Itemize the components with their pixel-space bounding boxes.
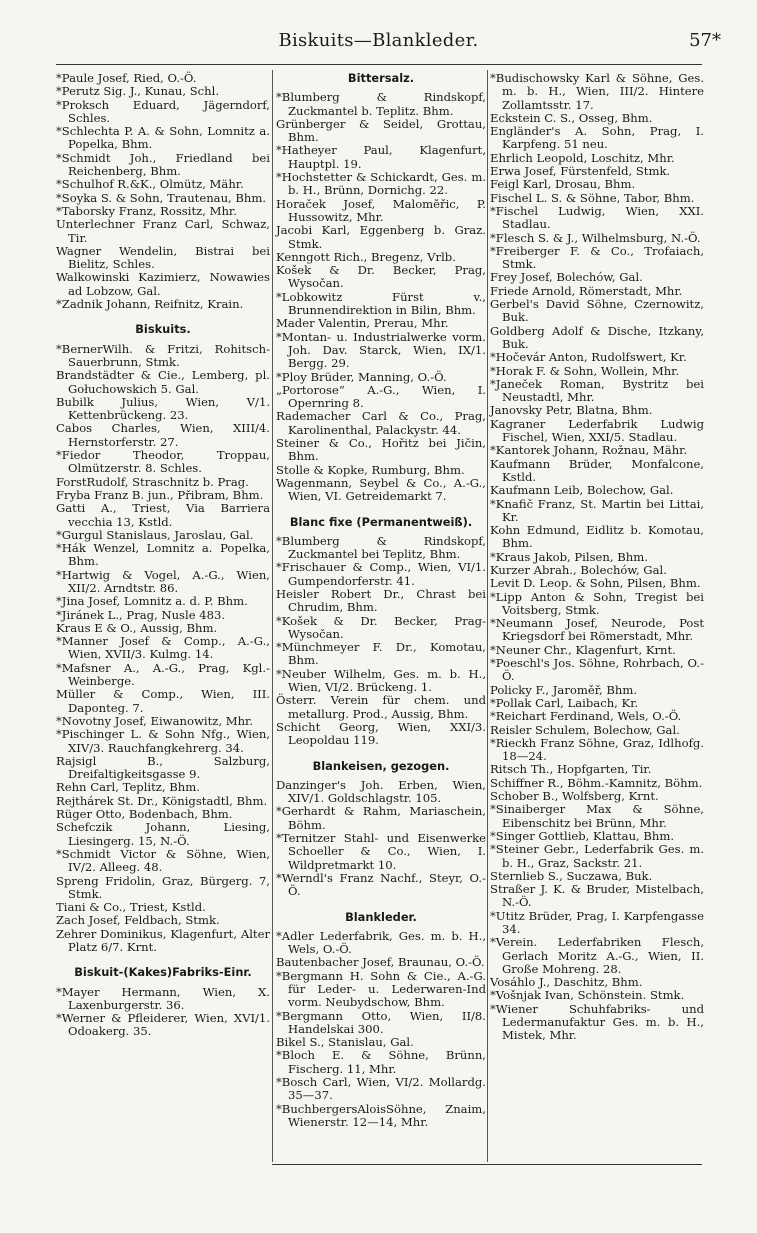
directory-entry: Kohn Edmund, Eidlitz b. Komotau, Bhm. — [490, 523, 704, 551]
directory-entry: *Montan- u. Industrialwerke vorm. Joh. Dav. Starck, Wien, IX/1. Bergg. 29. — [276, 329, 486, 371]
directory-entry: *Novotny Josef, Eiwanowitz, Mhr. — [56, 713, 254, 728]
directory-entry: Spreng Fridolin, Graz, Bürgerg. 7, Stmk. — [56, 873, 270, 901]
directory-entry: *Frischauer & Comp., Wien, VI/1. Gumpendorferstr. 41. — [276, 560, 486, 588]
directory-entry: Levit D. Leop. & Sohn, Pilsen, Bhm. — [490, 576, 701, 591]
directory-entry: Schicht Georg, Wien, XXI/3. Leopoldau 119. — [276, 719, 486, 748]
directory-entry: Rejthárek St. Dr., Königstadtl, Bhm. — [56, 793, 268, 808]
directory-entry: *Sinaiberger Max & Söhne, Eibenschitz bei Brünn, Mhr. — [490, 802, 704, 830]
directory-entry: *Hatheyer Paul, Klagenfurt, Hauptpl. 19. — [276, 143, 486, 171]
column-1 — [56, 72, 270, 1039]
directory-entry: *Münchmeyer F. Dr., Komotau, Bhm. — [276, 640, 486, 668]
directory-entry: *Fiedor Theodor, Troppau, Olmützerstr. 8. Schles. — [56, 448, 270, 476]
directory-entry: *Ternitzer Stahl- und Eisenwerke Schoeller & Co., Wien, I. Wildpretmarkt 10. — [276, 831, 486, 872]
directory-entry: *Zadnik Johann, Reifnitz, Krain. — [56, 297, 244, 312]
directory-entry: *Kraus Jakob, Pilsen, Bhm. — [490, 549, 648, 564]
directory-entry: Frey Josef, Bolechów, Gal. — [490, 270, 643, 285]
directory-entry: Engländer's A. Sohn, Prag, I. Karpfeng. 51 neu. — [490, 124, 704, 152]
directory-entry: Brandstädter & Cie., Lemberg, pl. Gołuchowskich 5. Gal. — [56, 368, 270, 396]
directory-entry: *Werner & Pfleiderer, Wien, XVI/1. Odoakerg. 35. — [56, 1011, 270, 1039]
directory-entry: Ehrlich Leopold, Loschitz, Mhr. — [490, 150, 675, 165]
directory-entry: *Blumberg & Rindskopf, Zuckmantel b. Teplitz. Bhm. — [276, 90, 486, 118]
directory-entry: Schefczik Johann, Liesing, Liesingerg. 15, N.-Ö. — [56, 820, 270, 848]
directory-entry: Stolle & Kopke, Rumburg, Bhm. — [276, 462, 465, 477]
directory-entry: *BernerWilh. & Fritzi, Rohitsch-Sauerbrunn, Stmk. — [56, 341, 270, 369]
directory-entry: *Flesch S. & J., Wilhelmsburg, N.-Ö. — [490, 230, 701, 245]
directory-entry: *Freiberger F. & Co., Trofaiach, Stmk. — [490, 243, 704, 272]
directory-entry: Kaufmann Brüder, Monfalcone, Kstld. — [490, 456, 704, 484]
directory-entry: *Werndl's Franz Nachf., Steyr, O.-Ö. — [276, 870, 486, 899]
directory-entry: Kaufmann Leib, Bolechow, Gal. — [490, 483, 674, 498]
directory-entry: Ritsch Th., Hopfgarten, Tir. — [490, 762, 652, 777]
page-title: Biskuits—Blankleder. — [278, 30, 479, 51]
directory-entry: Walkowinski Kazimierz, Nowawies ad Lobzow, Gal. — [56, 270, 270, 298]
directory-entry: *Fischel Ludwig, Wien, XXI. Stadlau. — [490, 203, 704, 232]
directory-entry: Jacobi Karl, Eggenberg b. Graz. Stmk. — [276, 223, 486, 251]
directory-entry: Straßer J. K. & Bruder, Mistelbach, N.-Ö. — [490, 882, 704, 910]
directory-entry: Janovsky Petr, Blatna, Bhm. — [490, 403, 653, 418]
directory-entry: Friede Arnold, Römerstadt, Mhr. — [490, 283, 683, 298]
directory-entry: Reisler Schulem, Bolechow, Gal. — [490, 722, 680, 737]
directory-entry: *Singer Gottlieb, Klattau, Bhm. — [490, 828, 675, 843]
directory-entry: *Ploy Brüder, Manning, O.-Ö. — [276, 369, 447, 384]
directory-entry: Kraus E & O., Aussig, Bhm. — [56, 620, 218, 635]
directory-entry: Mader Valentin, Prerau, Mhr. — [276, 316, 449, 331]
directory-entry: *Blumberg & Rindskopf, Zuckmantel bei Teplitz, Bhm. — [276, 533, 486, 562]
directory-entry: *Horak F. & Sohn, Wollein, Mhr. — [490, 363, 680, 378]
page-header — [0, 28, 757, 58]
directory-entry: *Knafič Franz, St. Martin bei Littai, Kr. — [490, 496, 704, 524]
header-rule — [56, 64, 702, 65]
directory-entry: Erwa Josef, Fürstenfeld, Stmk. — [490, 164, 671, 179]
directory-entry: *Soyka S. & Sohn, Trautenau, Bhm. — [56, 190, 267, 205]
directory-entry: Bikel S., Stanislau, Gal. — [276, 1035, 414, 1050]
directory-entry: *Schmidt Victor & Söhne, Wien, IV/2. Alleeg. 48. — [56, 846, 270, 875]
directory-entry: *Jina Josef, Lomnitz a. d. P. Bhm. — [56, 594, 248, 609]
directory-entry: *Proksch Eduard, Jägerndorf, Schles. — [56, 97, 270, 125]
directory-entry: Fischel L. S. & Söhne, Tabor, Bhm. — [490, 190, 695, 205]
directory-entry: Heisler Robert Dr., Chrast bei Chrudim, Bhm. — [276, 586, 486, 615]
directory-entry: *Verein. Lederfabriken Flesch, Gerlach Moritz A.-G., Wien, II. Große Mohreng. 28. — [490, 935, 704, 976]
directory-entry: *Mayer Hermann, Wien, X. Laxenburgerstr. 36. — [56, 984, 270, 1012]
directory-entry: *Manner Josef & Comp., A.-G., Wien, XVII/3. Kulmg. 14. — [56, 634, 270, 662]
directory-entry: *Neuber Wilhelm, Ges. m. b. H., Wien, VI/2. Brückeng. 1. — [276, 666, 486, 695]
directory-entry: *Košek & Dr. Becker, Prag-Wysočan. — [276, 613, 486, 641]
directory-entry: *Pischinger L. & Sohn Nfg., Wien, XIV/3. Rauchfangkehrerg. 34. — [56, 727, 270, 755]
directory-entry: *Hochstetter & Schickardt, Ges. m. b. H., Brünn, Dornichg. 22. — [276, 170, 486, 198]
directory-entry: *Hočevár Anton, Rudolfswert, Kr. — [490, 350, 687, 365]
directory-entry: *Jiránek L., Prag, Nusle 483. — [56, 607, 226, 622]
directory-entry: *Poeschl's Jos. Söhne, Rohrbach, O.-Ö. — [490, 656, 704, 684]
directory-entry: Zehrer Dominikus, Klagenfurt, Alter Platz 6/7. Krnt. — [56, 926, 270, 954]
directory-entry: *Vošnjak Ivan, Schönstein. Stmk. — [490, 988, 685, 1003]
directory-entry: Goldberg Adolf & Dische, Itzkany, Buk. — [490, 323, 704, 351]
directory-entry: *Schulhof R.&K., Olmütz, Mähr. — [56, 177, 244, 192]
directory-entry: *Schmidt Joh., Friedland bei Reichenberg, Bhm. — [56, 150, 270, 179]
directory-entry: Sternlieb S., Suczawa, Buk. — [490, 868, 653, 883]
column-divider-2 — [487, 70, 488, 1162]
directory-entry: *Hartwig & Vogel, A.-G., Wien, XII/2. Arndtstr. 86. — [56, 567, 270, 595]
directory-entry: ForstRudolf, Straschnitz b. Prag. — [56, 474, 249, 489]
column-divider-1 — [272, 70, 273, 1162]
directory-entry: Feigl Karl, Drosau, Bhm. — [490, 177, 636, 192]
directory-entry: *Perutz Sig. J., Kunau, Schl. — [56, 84, 220, 99]
directory-entry: *Taborsky Franz, Rossitz, Mhr. — [56, 203, 237, 218]
page-number: 57* — [689, 30, 721, 51]
directory-entry: Bautenbacher Josef, Braunau, O.-Ö. — [276, 955, 485, 970]
directory-entry: Unterlechner Franz Carl, Schwaz, Tir. — [56, 217, 270, 245]
footer-rule — [272, 1164, 702, 1165]
directory-entry: Vosáhlo J., Daschitz, Bhm. — [490, 975, 643, 990]
directory-entry: *Utitz Brüder, Prag, I. Karpfengasse 34. — [490, 908, 704, 936]
directory-entry: *Gurgul Stanislaus, Jaroslau, Gal. — [56, 527, 254, 542]
directory-entry: *Lobkowitz Fürst v., Brunnendirektion in Bilin, Bhm. — [276, 289, 486, 318]
directory-entry: Steiner & Co., Hořitz bei Jičin, Bhm. — [276, 436, 486, 464]
directory-entry: *Hák Wenzel, Lomnitz a. Popelka, Bhm. — [56, 541, 270, 569]
directory-entry: *Wiener Schuhfabriks- und Ledermanufaktur Ges. m. b. H., Mistek, Mhr. — [490, 1001, 704, 1043]
directory-entry: „Portorose“ A.-G., Wien, I. Opernring 8. — [276, 382, 486, 411]
directory-entry: Tiani & Co., Triest, Kstld. — [56, 900, 206, 915]
directory-entry: Cabos Charles, Wien, XIII/4. Hernstorferstr. 27. — [56, 421, 270, 449]
directory-entry: *Janeček Roman, Bystritz bei Neustadtl, Mhr. — [490, 376, 704, 405]
directory-entry: Kurzer Abrah., Bolechów, Gal. — [490, 562, 667, 577]
directory-entry: Rajsigl B., Salzburg, Dreifaltigkeitsgasse 9. — [56, 753, 270, 782]
directory-entry: Müller & Comp., Wien, III. Daponteg. 7. — [56, 687, 270, 715]
directory-entry: Eckstein C. S., Osseg, Bhm. — [490, 110, 653, 125]
directory-entry: Policky F., Jaroměř, Bhm. — [490, 682, 638, 697]
directory-entry: Danzinger's Joh. Erben, Wien, XIV/1. Goldschlagstr. 105. — [276, 777, 486, 806]
directory-entry: Rehn Carl, Teplitz, Bhm. — [56, 780, 200, 795]
directory-entry: *Paule Josef, Ried, O.-Ö. — [56, 71, 197, 85]
section-heading: Biskuits. — [135, 322, 191, 337]
section-heading: Blankeisen, gezogen. — [312, 758, 450, 773]
directory-entry: Kagraner Lederfabrik Ludwig Fischel, Wien, XXI/5. Stadlau. — [490, 416, 704, 445]
column-2 — [276, 72, 486, 1129]
directory-entry: *Schlechta P. A. & Sohn, Lomnitz a. Popelka, Bhm. — [56, 124, 270, 152]
directory-entry: Grünberger & Seidel, Grottau, Bhm. — [276, 116, 486, 145]
directory-entry: *Adler Lederfabrik, Ges. m. b. H., Wels, O.-Ö. — [276, 928, 486, 957]
directory-entry: *Steiner Gebr., Lederfabrik Ges. m. b. H., Graz, Sackstr. 21. — [490, 842, 704, 870]
directory-entry: Bubilk Julius, Wien, V/1. Kettenbrückeng. 23. — [56, 394, 270, 423]
section-heading: Biskuit-(Kakes)Fabriks-Einr. — [74, 965, 252, 980]
directory-entry: *Mafsner A., A.-G., Prag, Kgl.-Weinberge. — [56, 660, 270, 689]
directory-entry: Schober B., Wolfsberg, Krnt. — [490, 789, 659, 804]
directory-entry: *Neumann Josef, Neurode, Post Kriegsdorf bei Römerstadt, Mhr. — [490, 616, 704, 644]
directory-entry: Rademacher Carl & Co., Prag, Karolinenthal, Palackystr. 44. — [276, 409, 486, 437]
directory-entry: Gerbel's David Söhne, Czernowitz, Buk. — [490, 297, 704, 325]
directory-entry: *Bergmann H. Sohn & Cie., A.-G. für Leder- u. Lederwaren-Ind vorm. Neubydschow, Bhm. — [276, 968, 486, 1010]
section-heading: Blanc fixe (Permanentweiß). — [289, 514, 473, 529]
directory-entry: *Budischowsky Karl & Söhne, Ges. m. b. H., Wien, III/2. Hintere Zollamtsstr. 17. — [490, 71, 704, 112]
directory-entry: *Pollak Carl, Laibach, Kr. — [490, 695, 639, 710]
directory-entry: Wagenmann, Seybel & Co., A.-G., Wien, VI. Getreidemarkt 7. — [276, 475, 486, 504]
directory-entry: *Bloch E. & Söhne, Brünn, Fischerg. 11, Mhr. — [276, 1048, 486, 1076]
section-heading: Blankleder. — [345, 909, 417, 924]
directory-entry: Kenngott Rich., Bregenz, Vrlb. — [276, 249, 456, 264]
directory-entry: *Lipp Anton & Sohn, Tregist bei Voitsberg, Stmk. — [490, 589, 704, 617]
directory-entry: *Neuner Chr., Klagenfurt, Krnt. — [490, 642, 676, 657]
directory-entry: Fryba Franz B. jun., Přibram, Bhm. — [56, 487, 264, 502]
directory-entry: *Bosch Carl, Wien, VI/2. Mollardg. 35—37. — [276, 1075, 486, 1103]
directory-entry: Wagner Wendelin, Bistrai bei Bielitz, Schles. — [56, 243, 270, 272]
directory-entry: *BuchbergersAloisSöhne, Znaim, Wienerstr. 12—14, Mhr. — [276, 1101, 486, 1129]
directory-entry: Košek & Dr. Becker, Prag, Wysočan. — [276, 263, 486, 291]
section-heading: Bittersalz. — [347, 71, 415, 85]
directory-entry: *Reichart Ferdinand, Wels, O.-Ö. — [490, 709, 682, 724]
directory-entry: Gatti A., Triest, Via Barriera vecchia 13, Kstld. — [56, 501, 270, 529]
column-3 — [490, 72, 704, 1043]
directory-entry: Zach Josef, Feldbach, Stmk. — [56, 913, 220, 928]
directory-entry: Horaček Josef, Malomĕřic, P. Hussowitz, Mhr. — [276, 196, 486, 224]
directory-entry: *Rieckh Franz Söhne, Graz, Idlhofg. 18—24. — [490, 735, 704, 764]
directory-entry: Schiffner R., Böhm.-Kamnitz, Böhm. — [490, 775, 703, 790]
directory-entry: Österr. Verein für chem. und metallurg. Prod., Aussig, Bhm. — [276, 693, 486, 721]
directory-entry: *Bergmann Otto, Wien, II/8. Handelskai 300. — [276, 1008, 486, 1036]
directory-entry: *Kantorek Johann, Rožnau, Mähr. — [490, 443, 688, 458]
directory-entry: *Gerhardt & Rahm, Mariaschein, Böhm. — [276, 804, 486, 832]
directory-entry: Rüger Otto, Bodenbach, Bhm. — [56, 807, 233, 822]
